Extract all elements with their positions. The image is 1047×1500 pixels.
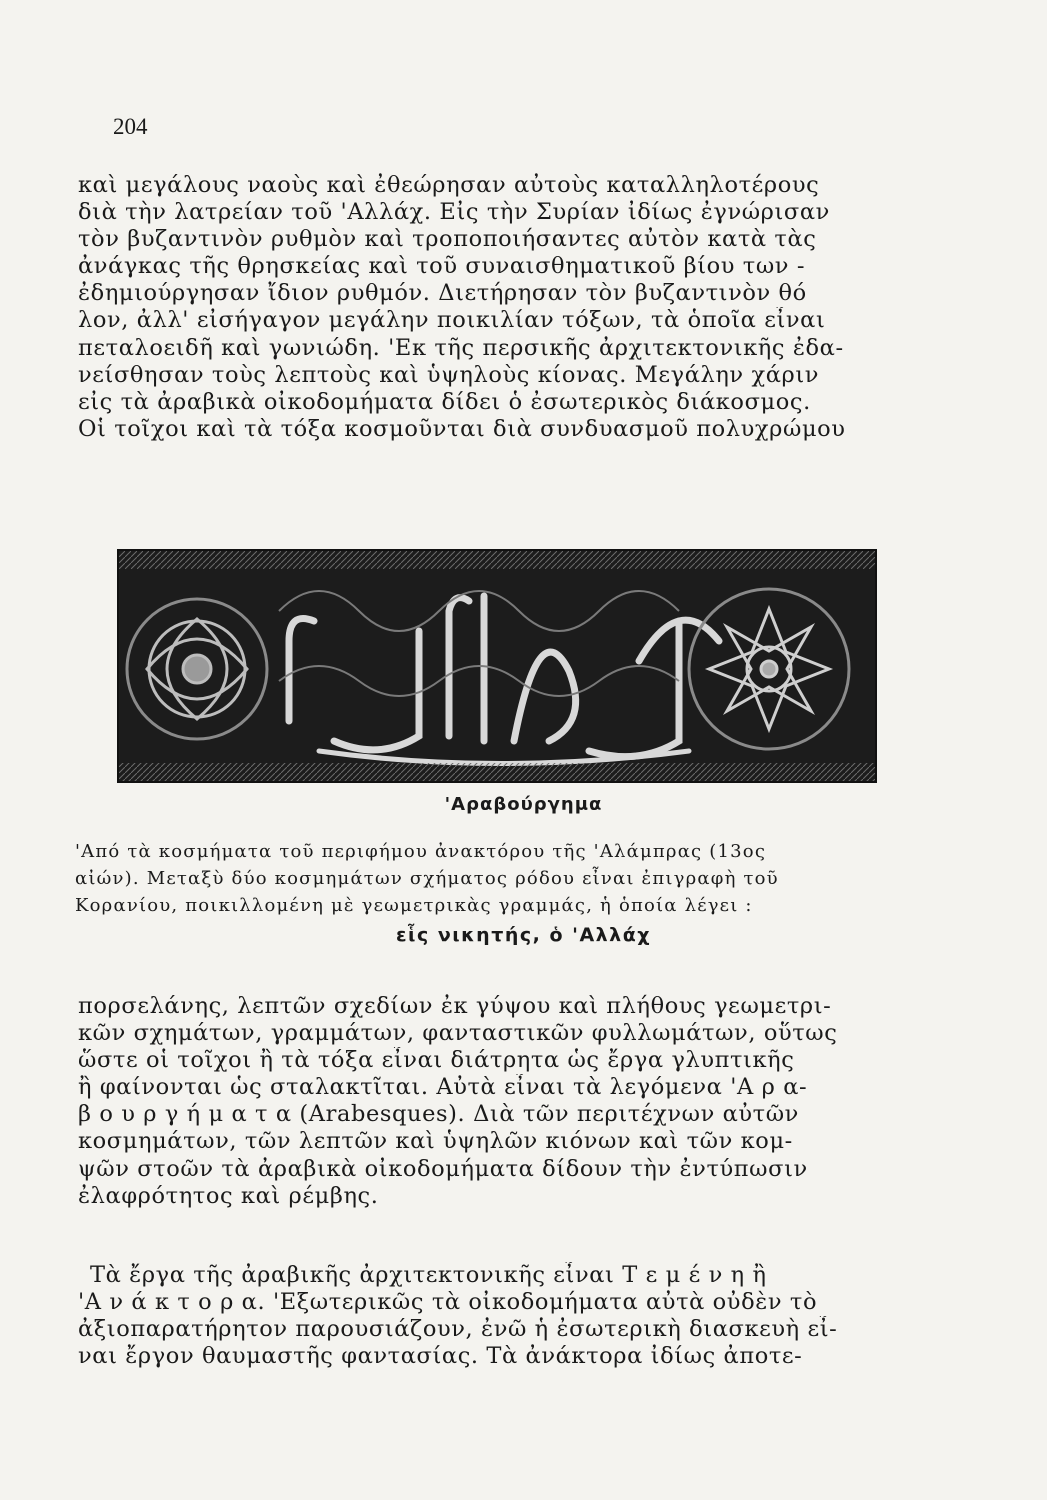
right-star-rosette xyxy=(689,589,849,749)
text-line: ψῶν στοῶν τὰ ἀραβικὰ οἰκοδομήματα δίδουν τὴν ἐντύπωσιν xyxy=(78,1155,808,1182)
inscription-translation: εἷς νικητής, ὁ 'Αλλάχ xyxy=(395,924,652,946)
text-line: λον, ἀλλ' εἰσήγαγον μεγάλην ποικιλίαν τόξων, τὰ ὁποῖα εἶναι xyxy=(78,307,826,334)
text-line: τὸν βυζαντινὸν ρυθμὸν καὶ τροποποιήσαντες αὐτὸν κατὰ τὰς xyxy=(78,226,817,253)
text-line: β ο υ ρ γ ή μ α τ α (Arabesques). Διὰ τῶν περιτέχνων αὐτῶν xyxy=(78,1101,799,1128)
text-line: Οἱ τοῖχοι καὶ τὰ τόξα κοσμοῦνται διὰ συνδυασμοῦ πολυχρώμου xyxy=(78,415,846,442)
text-line: διὰ τὴν λατρείαν τοῦ 'Αλλάχ. Εἰς τὴν Συρίαν ἰδίως ἐγνώρισαν xyxy=(78,199,830,226)
text-line: πορσελάνης, λεπτῶν σχεδίων ἐκ γύψου καὶ πλήθους γεωμετρι- xyxy=(78,993,832,1019)
figure-title: 'Αραβούργημα xyxy=(444,794,603,815)
text-line: ἀξιοπαρατήρητον παρουσιάζουν, ἐνῶ ἡ ἐσωτερικὴ διασκευὴ εἶ- xyxy=(78,1316,838,1343)
figure-caption xyxy=(75,838,875,919)
text-line: ἢ φαίνονται ὡς σταλακτῖται. Αὐτὰ εἶναι τὰ λεγόμενα 'Α ρ α- xyxy=(78,1074,808,1101)
text-line: ὥστε οἱ τοῖχοι ἢ τὰ τόξα εἶναι διάτρητα ὡς ἔργα γλυπτικῆς xyxy=(78,1047,795,1074)
text-line: ἀνάγκας τῆς θρησκείας καὶ τοῦ συναισθηματικοῦ βίου των - xyxy=(78,253,806,280)
text-line: 'Α ν ά κ τ ο ρ α. 'Εξωτερικῶς τὰ οἰκοδομήματα αὐτὰ οὐδὲν τὸ xyxy=(78,1289,818,1316)
arabesque-ornament-image xyxy=(119,551,875,781)
caption-line: 'Από τὰ κοσμήματα τοῦ περιφήμου ἀνακτόρου τῆς 'Αλάμπρας (13ος xyxy=(75,841,767,862)
text-line: νείσθησαν τοὺς λεπτοὺς καὶ ὑψηλοὺς κίονας. Μεγάλην χάριν xyxy=(78,361,820,388)
text-line: Τὰ ἔργα τῆς ἀραβικῆς ἀρχιτεκτονικῆς εἶναι Τ ε μ έ ν η ἢ xyxy=(90,1262,767,1288)
caption-line: Κορανίου, ποικιλλομένη μὲ γεωμετρικὰς γραμμάς, ἡ ὁποία λέγει : xyxy=(75,895,753,916)
page-number: 204 xyxy=(113,114,148,139)
paragraph-1 xyxy=(78,172,878,443)
text-line: ναι ἔργον θαυμαστῆς φαντασίας. Τὰ ἀνάκτορα ἰδίως ἀποτε- xyxy=(78,1343,803,1370)
arabesque-illustration xyxy=(117,549,877,783)
text-line: ἐδημιούργησαν ἴδιον ρυθμόν. Διετήρησαν τὸν βυζαντινὸν θό xyxy=(78,280,807,307)
text-line: καὶ μεγάλους ναοὺς καὶ ἐθεώρησαν αὐτοὺς καταλληλοτέρους xyxy=(78,172,820,198)
paragraph-3 xyxy=(78,1262,878,1370)
text-line: εἰς τὰ ἀραβικὰ οἰκοδομήματα δίδει ὁ ἐσωτερικὸς διάκοσμος. xyxy=(78,388,811,415)
paragraph-2 xyxy=(78,993,878,1210)
left-rosette xyxy=(127,599,267,739)
text-line: πεταλοειδῆ καὶ γωνιώδη. 'Εκ τῆς περσικῆς ἀρχιτεκτονικῆς ἐδα- xyxy=(78,334,844,361)
caption-line: αἰών). Μεταξὺ δύο κοσμημάτων σχήματος ρόδου εἶναι ἐπιγραφὴ τοῦ xyxy=(75,868,779,889)
text-line: ἐλαφρότητος καὶ ρέμβης. xyxy=(78,1182,379,1209)
text-line: κῶν σχημάτων, γραμμάτων, φανταστικῶν φυλλωμάτων, οὕτως xyxy=(78,1020,838,1047)
text-line: κοσμημάτων, τῶν λεπτῶν καὶ ὑψηλῶν κιόνων καὶ τῶν κομ- xyxy=(78,1128,793,1155)
